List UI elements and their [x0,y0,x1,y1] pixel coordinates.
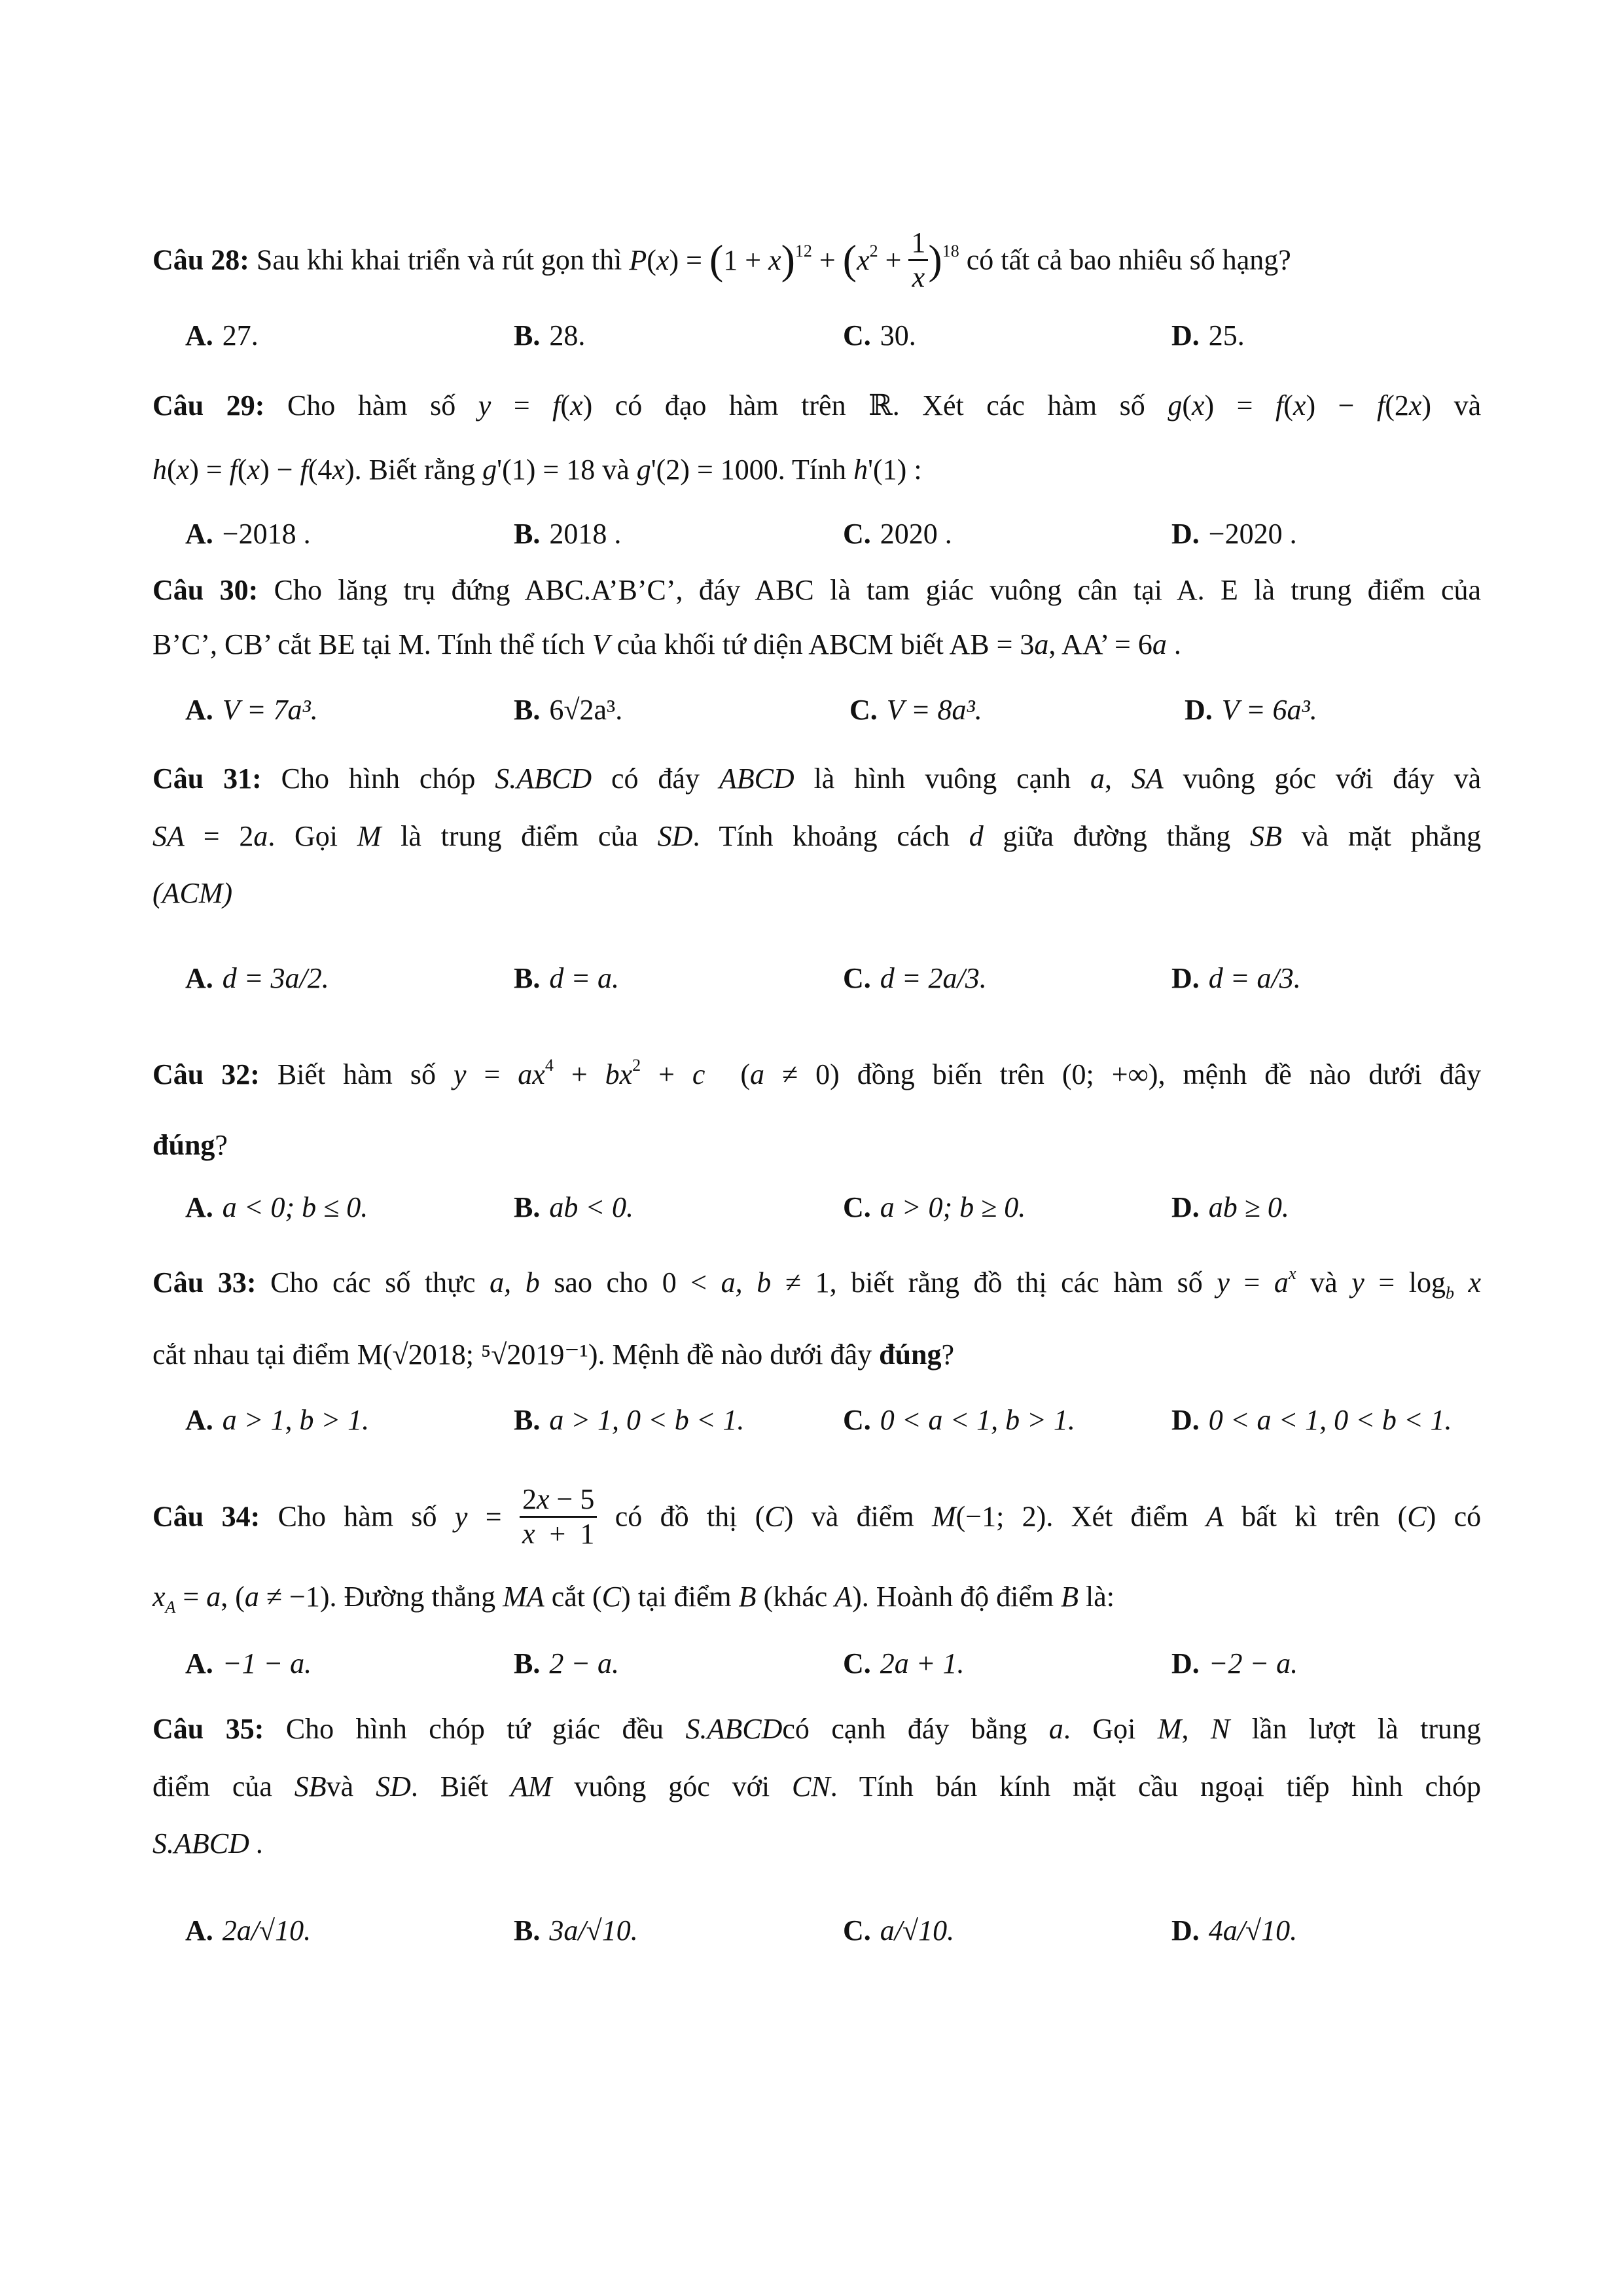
q32-option-d-label: D. [1171,1191,1200,1223]
q33-text-1d: và [1310,1266,1338,1299]
q34-text-2a: . Đường thẳng [329,1581,496,1613]
q31-text-1b: có đáy [611,762,700,795]
q28-formula: $P(x) = (1 + x)^{12} + (x^2$ + $\frac{1}{x}$ )$^{18}$ [629,226,959,293]
q32-option-d-value: ab ≥ 0. [1208,1191,1289,1223]
q32-line-1 [152,1055,1481,1094]
q35-option-c[interactable] [843,1911,954,1950]
q34-option-d[interactable] [1171,1644,1298,1683]
q34-option-a-value: −1 − a. [222,1647,312,1679]
q32-option-c-label: C. [843,1191,871,1223]
q33-label: Câu 33: [152,1266,257,1299]
q35-option-a-label: A. [185,1914,213,1946]
q35-option-a-value: 2a/√10. [222,1914,312,1946]
q34-math-ma: MA [503,1581,544,1613]
q34-math-xa: $x_A = a$, (a ≠ −1) [152,1581,330,1617]
q29-text-2d: : [914,454,922,486]
q29-option-a-label: A. [185,518,213,550]
q30-option-b[interactable] [514,691,622,730]
q29-option-d[interactable] [1171,514,1297,554]
q30-option-d-value: V = 6a³. [1221,694,1317,726]
q33-math-exp: $y = a^x$ [1217,1264,1296,1299]
q35-math-sabcd: S.ABCD [685,1713,783,1745]
q31-math-sb: SB [1250,820,1282,852]
q30-math-a1: a [1034,628,1049,660]
q30-option-b-value: 6√2a³. [549,694,623,726]
q33-math-point: M(√2018; ⁵√2019⁻¹) [357,1338,598,1371]
q33-text-2b: . Mệnh đề nào dưới đây [597,1338,872,1371]
q32-math-function: $y = ax^4 + bx^2 + c$ (a ≠ 0) [454,1056,840,1090]
q33-math-cond: 0 < a, b ≠ 1 [662,1266,830,1299]
q31-math-m: M [357,820,382,852]
q33-option-c-label: C. [843,1404,871,1436]
q31-math-abcd: ABCD [719,762,794,795]
q35-option-d[interactable] [1171,1911,1297,1950]
q33-option-a[interactable] [185,1401,369,1440]
q29-option-d-value: −2020 . [1208,518,1297,550]
q29-text-1b: có đạo hàm trên [615,389,846,422]
q33-option-b-value: a > 1, 0 < b < 1. [549,1404,745,1436]
q28-text-after: có tất cả bao nhiêu số hạng? [966,243,1291,276]
q32-option-b[interactable] [514,1188,633,1227]
q31-option-d-label: D. [1171,962,1200,994]
q34-text-2b: cắt [551,1581,586,1613]
q32-option-b-label: B. [514,1191,541,1223]
q34-option-b[interactable] [514,1644,619,1683]
q31-text-2d: giữa đường thẳng [1003,820,1231,852]
q33-option-c-value: 0 < a < 1, b > 1. [880,1404,1075,1436]
q29-math-y: y = f(x) [478,389,593,422]
q29-label: Câu 29: [152,389,265,422]
q34-text-1e: bất kì trên [1241,1500,1380,1533]
q35-math-a: a [1048,1713,1063,1745]
q28-option-b-value: 28. [549,319,586,351]
q32-math-interval: (0; +∞) [1061,1058,1158,1090]
q33-option-d-label: D. [1171,1404,1200,1436]
q35-math-cn: CN [791,1770,830,1803]
q29-option-b-label: B. [514,518,541,550]
q34-option-d-value: −2 − a. [1208,1647,1298,1679]
q29-text-2a: . Biết rằng [354,454,476,486]
q34-math-function: y = $\frac{2x - 5}{x + 1}$ [455,1501,597,1533]
q31-option-c-value: d = 2a/3. [880,962,987,994]
q32-option-d[interactable] [1171,1188,1289,1227]
q32-line-2 [152,1126,1481,1165]
q35-option-b-value: 3a/√10. [549,1914,638,1946]
q28-option-b-label: B. [514,319,541,351]
q35-option-b-label: B. [514,1914,541,1946]
q35-option-d-value: 4a/√10. [1208,1914,1298,1946]
q32-option-a-value: a < 0; b ≤ 0. [222,1191,368,1223]
q31-text-1e: vuông góc với đáy và [1183,762,1482,795]
q31-text-1c: là hình vuông cạnh [813,762,1071,795]
q35-math-am: AM [510,1770,552,1803]
q31-option-b-value: d = a. [549,962,620,994]
q31-text-1a: Cho hình chóp [281,762,476,795]
q35-text-1c: . Gọi [1063,1713,1136,1745]
q35-text-2c: . Biết [410,1770,489,1803]
q28-option-c[interactable] [843,316,916,355]
q28-option-c-label: C. [843,319,871,351]
q31-option-d-value: d = a/3. [1208,962,1301,994]
q35-line-2 [152,1767,1481,1806]
q29-math-h: h(x) = f(x) − f(4x) [152,454,355,486]
q31-option-a-value: d = 3a/2. [222,962,329,994]
q34-math-c1: (C) [755,1500,794,1533]
q34-text-1f: có [1454,1500,1482,1533]
q34-label: Câu 34: [152,1500,260,1533]
q30-option-a-label: A. [185,694,213,726]
q30-option-a[interactable] [185,691,318,730]
q35-text-1b: có cạnh đáy bằng [782,1713,1027,1745]
q35-label: Câu 35: [152,1713,264,1745]
q30-line-1 [152,571,1481,610]
q34-option-c-label: C. [843,1647,871,1679]
q29-math-g: g(x) = f(x) − f(2x) [1168,389,1432,422]
q30-math-a2: a [1152,628,1167,660]
q33-option-b-label: B. [514,1404,541,1436]
q31-option-d[interactable] [1171,959,1301,998]
q31-math-a: a [1090,762,1105,795]
q31-option-b[interactable] [514,959,619,998]
q35-text-1d: , [1181,1713,1189,1745]
q29-text-1c: . Xét các hàm số [892,389,1145,422]
q35-option-b[interactable] [514,1911,638,1950]
q33-option-b[interactable] [514,1401,744,1440]
q35-math-n: N [1210,1713,1230,1745]
q28-option-d[interactable] [1171,316,1245,355]
q31-math-sa: SA [1131,762,1164,795]
q35-option-d-label: D. [1171,1914,1200,1946]
q32-option-b-value: ab < 0. [549,1191,634,1223]
q30-option-a-value: V = 7a³. [222,694,318,726]
q32-option-c[interactable] [843,1188,1026,1227]
q34-math-a: A [1205,1500,1224,1533]
q30-option-b-label: B. [514,694,541,726]
q33-option-d[interactable] [1171,1401,1452,1440]
q30-text-2c: , AA’ = 6 [1048,628,1152,660]
q30-text-2b: của khối tứ diện ABCM biết AB = 3 [616,628,1035,660]
q34-text-2e: ). Hoành độ điểm [852,1581,1054,1613]
q30-option-c[interactable] [849,691,982,730]
q34-math-c3: (C) [592,1581,631,1613]
q31-line-2 [152,817,1481,856]
q34-option-b-label: B. [514,1647,541,1679]
q34-math-m: M(−1; 2) [931,1500,1046,1533]
q31-option-b-label: B. [514,962,541,994]
q30-option-c-value: V = 8a³. [886,694,982,726]
q28-option-c-value: 30. [880,319,916,351]
q28-option-d-label: D. [1171,319,1200,351]
q34-text-2d: (khác [763,1581,828,1613]
q32-option-c-value: a > 0; b ≥ 0. [880,1191,1026,1223]
q29-math-g2: g'(2) = 1000 [636,454,778,486]
q29-option-d-label: D. [1171,518,1200,550]
q31-line-3 [152,874,1481,913]
q35-option-c-value: a/√10. [880,1914,955,1946]
q31-math-acm: (ACM) [152,877,233,909]
q34-math-b2: B [1061,1581,1079,1613]
q28-option-b[interactable] [514,316,585,355]
q34-text-1a: Cho hàm số [277,1500,437,1533]
q29-option-b[interactable] [514,514,621,554]
q29-math-h1: h'(1) [853,454,907,486]
q32-text-2: ? [215,1129,228,1161]
q29-option-b-value: 2018 . [549,518,622,550]
q32-option-a[interactable] [185,1188,368,1227]
q32-text-1a: Biết hàm số [277,1058,437,1090]
q32-label: Câu 32: [152,1058,260,1090]
q31-option-c-label: C. [843,962,871,994]
q34-option-c-value: 2a + 1. [880,1647,965,1679]
q33-text-2c: ? [941,1338,955,1371]
q30-option-c-label: C. [849,694,878,726]
q31-option-a[interactable] [185,959,329,998]
q34-text-1c: và điểm [811,1500,914,1533]
q35-text-1e: lần lượt là trung [1251,1713,1482,1745]
q29-option-c-label: C. [843,518,871,550]
q33-math-log: $y = \log_b x$ [1351,1266,1482,1302]
q29-text-1a: Cho hàm số [287,389,456,422]
q33-line-2 [152,1335,1481,1374]
q32-text-1b: đồng biến trên [857,1058,1044,1090]
q31-text-2b: là trung điểm của [401,820,638,852]
q29-line-2 [152,450,1481,490]
q29-text-2c: . Tính [777,454,847,486]
q34-option-d-label: D. [1171,1647,1200,1679]
q31-text-2e: và mặt phẳng [1301,820,1482,852]
q34-option-a[interactable] [185,1644,312,1683]
q30-label: Câu 30: [152,574,259,606]
q35-text-2a: điểm của [152,1770,272,1803]
q30-text-2d: . [1173,628,1181,660]
q35-math-m: M [1157,1713,1182,1745]
q34-math-c2: (C) [1397,1500,1436,1533]
q30-option-d[interactable] [1185,691,1317,730]
q33-option-d-value: 0 < a < 1, 0 < b < 1. [1208,1404,1452,1436]
q30-text-1: Cho lăng trụ đứng ABC.A’B’C’, đáy ABC là tam giác vuông cân tại A. E là trung điểm của [274,574,1482,606]
q29-math-g1: g'(1) = 18 [482,454,596,486]
q33-text-2a: cắt nhau tại điểm [152,1338,350,1371]
q34-line-2 [152,1577,1481,1617]
q28-line-1 [152,226,1481,296]
q34-text-1b: có đồ thị [615,1500,738,1533]
q35-text-2b: và [326,1770,354,1803]
q29-option-c[interactable] [843,514,952,554]
q33-text-1a: Cho các số thực [270,1266,476,1299]
q33-line-1 [152,1263,1481,1302]
q31-math-sa2a: SA = 2a [152,820,268,852]
q34-text-2c: tại điểm [637,1581,732,1613]
q33-math-ab: a, b [490,1266,540,1299]
q29-math-real: ℝ [868,389,893,422]
q29-line-1 [152,386,1481,425]
q35-math-sd: SD [376,1770,411,1803]
q28-option-a-value: 27. [222,319,259,351]
q35-text-2e: . Tính bán kính mặt cầu ngoại tiếp hình chóp [830,1770,1482,1803]
q30-math-v: V [592,628,610,660]
q34-option-b-value: 2 − a. [549,1647,620,1679]
q35-math-sb: SB [294,1770,327,1803]
q33-text-bold: đúng [879,1338,942,1371]
q28-text-before: Sau khi khai triển và rút gọn thì [256,243,622,276]
q35-text-1a: Cho hình chóp tứ giác đều [285,1713,664,1745]
q35-option-a[interactable] [185,1911,311,1950]
q30-option-d-label: D. [1185,694,1213,726]
q33-text-1b: sao cho [554,1266,649,1299]
q33-option-a-label: A. [185,1404,213,1436]
q30-line-2 [152,625,1481,664]
q31-option-a-label: A. [185,962,213,994]
q28-option-a-label: A. [185,319,213,351]
q29-option-a[interactable] [185,514,311,554]
q31-text-1d: , [1105,762,1113,795]
q33-option-c[interactable] [843,1401,1075,1440]
q31-math-d: d [969,820,984,852]
q29-text-1d: và [1454,389,1482,422]
q31-text-2c: . Tính khoảng cách [692,820,950,852]
q35-text-3: S.ABCD . [152,1827,264,1859]
q34-text-1d: . Xét điểm [1046,1500,1188,1533]
q31-text-2a: . Gọi [268,820,338,852]
q34-option-a-label: A. [185,1647,213,1679]
q35-text-2d: vuông góc với [574,1770,770,1803]
q33-option-a-value: a > 1, b > 1. [222,1404,370,1436]
q31-label: Câu 31: [152,762,262,795]
q34-option-c[interactable] [843,1644,964,1683]
q30-text-2a: B’C’, CB’ cắt BE tại M. Tính thể tích [152,628,585,660]
q34-text-2f: là: [1085,1581,1115,1613]
q33-text-1c: , biết rằng đồ thị các hàm số [829,1266,1203,1299]
q28-option-d-value: 25. [1208,319,1245,351]
q29-option-c-value: 2020 . [880,518,952,550]
q35-line-1 [152,1710,1481,1749]
q32-text-1c: , mệnh đề nào dưới đây [1158,1058,1482,1090]
q34-math-a2: A [834,1581,853,1613]
q35-option-c-label: C. [843,1914,871,1946]
q28-option-a[interactable] [185,316,259,355]
q29-text-2b: và [602,454,630,486]
q32-option-a-label: A. [185,1191,213,1223]
q32-text-bold: đúng [152,1129,215,1161]
q31-math-sd: SD [657,820,693,852]
q35-line-3 [152,1824,1481,1863]
q31-option-c[interactable] [843,959,987,998]
q31-line-1 [152,759,1481,798]
q34-math-b: B [738,1581,757,1613]
q28-label: Câu 28: [152,243,249,276]
q34-line-1 [152,1483,1482,1553]
q31-math-sabcd: S.ABCD [495,762,592,795]
q29-option-a-value: −2018 . [222,518,311,550]
